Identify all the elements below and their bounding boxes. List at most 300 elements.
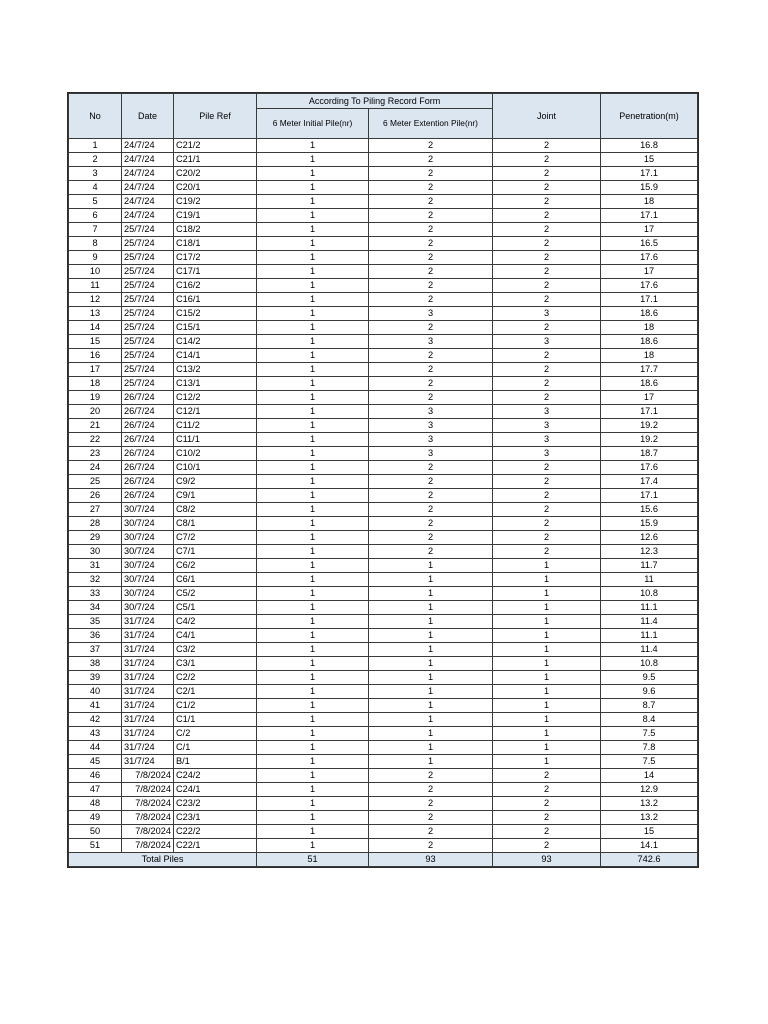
cell-initial-pile: 1	[257, 685, 369, 699]
cell-no: 23	[69, 447, 122, 461]
cell-joint: 2	[493, 475, 601, 489]
cell-pile-ref: C9/1	[174, 489, 257, 503]
cell-joint: 1	[493, 727, 601, 741]
cell-date: 31/7/24	[122, 685, 174, 699]
cell-no: 17	[69, 363, 122, 377]
cell-initial-pile: 1	[257, 447, 369, 461]
cell-joint: 1	[493, 643, 601, 657]
cell-joint: 2	[493, 531, 601, 545]
cell-joint: 2	[493, 139, 601, 153]
cell-no: 15	[69, 335, 122, 349]
cell-pile-ref: C11/2	[174, 419, 257, 433]
cell-pile-ref: C19/1	[174, 209, 257, 223]
cell-pile-ref: C23/2	[174, 797, 257, 811]
cell-joint: 2	[493, 517, 601, 531]
cell-extension-pile: 3	[369, 405, 493, 419]
cell-pile-ref: B/1	[174, 755, 257, 769]
header-pile-ref: Pile Ref	[174, 94, 257, 139]
cell-extension-pile: 2	[369, 489, 493, 503]
cell-extension-pile: 2	[369, 223, 493, 237]
header-penetration: Penetration(m)	[601, 94, 698, 139]
cell-date: 26/7/24	[122, 461, 174, 475]
cell-pile-ref: C21/2	[174, 139, 257, 153]
cell-initial-pile: 1	[257, 377, 369, 391]
table-row	[69, 237, 698, 251]
table-row	[69, 489, 698, 503]
header-initial-pile: 6 Meter Initial Pile(nr)	[257, 109, 369, 139]
cell-pile-ref: C17/1	[174, 265, 257, 279]
cell-penetration: 7.5	[601, 755, 698, 769]
cell-pile-ref: C20/1	[174, 181, 257, 195]
cell-pile-ref: C8/2	[174, 503, 257, 517]
table-footer	[69, 853, 698, 867]
cell-penetration: 12.9	[601, 783, 698, 797]
cell-date: 31/7/24	[122, 741, 174, 755]
cell-pile-ref: C12/1	[174, 405, 257, 419]
cell-pile-ref: C16/2	[174, 279, 257, 293]
cell-joint: 3	[493, 405, 601, 419]
cell-joint: 2	[493, 461, 601, 475]
cell-date: 7/8/2024	[122, 839, 174, 853]
cell-extension-pile: 1	[369, 615, 493, 629]
cell-initial-pile: 1	[257, 699, 369, 713]
cell-pile-ref: C6/1	[174, 573, 257, 587]
table-row	[69, 223, 698, 237]
cell-no: 6	[69, 209, 122, 223]
cell-joint: 2	[493, 265, 601, 279]
cell-initial-pile: 1	[257, 223, 369, 237]
cell-no: 51	[69, 839, 122, 853]
cell-penetration: 15.6	[601, 503, 698, 517]
cell-no: 24	[69, 461, 122, 475]
cell-penetration: 9.5	[601, 671, 698, 685]
cell-initial-pile: 1	[257, 475, 369, 489]
cell-extension-pile: 2	[369, 517, 493, 531]
cell-pile-ref: C7/2	[174, 531, 257, 545]
cell-penetration: 15.9	[601, 181, 698, 195]
cell-extension-pile: 2	[369, 237, 493, 251]
cell-date: 25/7/24	[122, 223, 174, 237]
cell-date: 7/8/2024	[122, 797, 174, 811]
cell-no: 20	[69, 405, 122, 419]
cell-penetration: 17.1	[601, 293, 698, 307]
cell-joint: 2	[493, 783, 601, 797]
cell-no: 11	[69, 279, 122, 293]
cell-initial-pile: 1	[257, 811, 369, 825]
cell-initial-pile: 1	[257, 545, 369, 559]
cell-joint: 2	[493, 181, 601, 195]
table-row	[69, 657, 698, 671]
cell-extension-pile: 2	[369, 293, 493, 307]
cell-joint: 3	[493, 433, 601, 447]
cell-no: 1	[69, 139, 122, 153]
cell-penetration: 18.7	[601, 447, 698, 461]
cell-penetration: 17	[601, 223, 698, 237]
cell-no: 29	[69, 531, 122, 545]
table-body	[69, 139, 698, 853]
cell-initial-pile: 1	[257, 741, 369, 755]
cell-penetration: 15	[601, 153, 698, 167]
table-row	[69, 181, 698, 195]
cell-initial-pile: 1	[257, 237, 369, 251]
cell-penetration: 13.2	[601, 811, 698, 825]
cell-joint: 2	[493, 251, 601, 265]
cell-no: 8	[69, 237, 122, 251]
cell-penetration: 19.2	[601, 419, 698, 433]
cell-initial-pile: 1	[257, 713, 369, 727]
cell-date: 7/8/2024	[122, 825, 174, 839]
cell-date: 24/7/24	[122, 195, 174, 209]
cell-date: 30/7/24	[122, 545, 174, 559]
table-row	[69, 447, 698, 461]
cell-joint: 2	[493, 825, 601, 839]
cell-joint: 2	[493, 545, 601, 559]
table-row	[69, 209, 698, 223]
cell-extension-pile: 2	[369, 475, 493, 489]
cell-joint: 1	[493, 573, 601, 587]
cell-extension-pile: 1	[369, 685, 493, 699]
cell-extension-pile: 1	[369, 643, 493, 657]
cell-extension-pile: 2	[369, 321, 493, 335]
cell-penetration: 14	[601, 769, 698, 783]
cell-no: 18	[69, 377, 122, 391]
cell-date: 25/7/24	[122, 349, 174, 363]
table-row	[69, 475, 698, 489]
table-row	[69, 545, 698, 559]
cell-no: 22	[69, 433, 122, 447]
cell-joint: 2	[493, 363, 601, 377]
cell-no: 47	[69, 783, 122, 797]
cell-pile-ref: C14/1	[174, 349, 257, 363]
cell-pile-ref: C4/2	[174, 615, 257, 629]
cell-pile-ref: C24/2	[174, 769, 257, 783]
cell-initial-pile: 1	[257, 209, 369, 223]
cell-initial-pile: 1	[257, 279, 369, 293]
cell-date: 7/8/2024	[122, 783, 174, 797]
table-row	[69, 559, 698, 573]
cell-no: 10	[69, 265, 122, 279]
cell-penetration: 11.1	[601, 629, 698, 643]
cell-penetration: 17.1	[601, 209, 698, 223]
table-row	[69, 769, 698, 783]
cell-initial-pile: 1	[257, 587, 369, 601]
cell-initial-pile: 1	[257, 517, 369, 531]
cell-date: 26/7/24	[122, 489, 174, 503]
cell-extension-pile: 2	[369, 461, 493, 475]
table-row	[69, 419, 698, 433]
cell-joint: 2	[493, 167, 601, 181]
cell-penetration: 15.9	[601, 517, 698, 531]
cell-date: 25/7/24	[122, 335, 174, 349]
cell-date: 24/7/24	[122, 181, 174, 195]
cell-initial-pile: 1	[257, 153, 369, 167]
piling-record-table	[68, 93, 698, 867]
cell-date: 25/7/24	[122, 251, 174, 265]
table-row	[69, 643, 698, 657]
cell-no: 5	[69, 195, 122, 209]
cell-penetration: 16.8	[601, 139, 698, 153]
table-row	[69, 433, 698, 447]
cell-initial-pile: 1	[257, 503, 369, 517]
cell-joint: 1	[493, 741, 601, 755]
cell-initial-pile: 1	[257, 181, 369, 195]
table-row	[69, 685, 698, 699]
cell-initial-pile: 1	[257, 825, 369, 839]
cell-date: 24/7/24	[122, 209, 174, 223]
table-header	[69, 94, 698, 139]
header-group-piling-record-form: According To Piling Record Form	[257, 94, 493, 109]
cell-extension-pile: 1	[369, 629, 493, 643]
cell-date: 25/7/24	[122, 293, 174, 307]
cell-initial-pile: 1	[257, 727, 369, 741]
cell-penetration: 13.2	[601, 797, 698, 811]
cell-extension-pile: 2	[369, 363, 493, 377]
table-row	[69, 797, 698, 811]
table-row	[69, 391, 698, 405]
cell-joint: 2	[493, 811, 601, 825]
cell-initial-pile: 1	[257, 461, 369, 475]
cell-extension-pile: 1	[369, 671, 493, 685]
cell-pile-ref: C2/1	[174, 685, 257, 699]
cell-extension-pile: 2	[369, 391, 493, 405]
cell-date: 26/7/24	[122, 405, 174, 419]
table-row	[69, 321, 698, 335]
table-row	[69, 461, 698, 475]
cell-no: 13	[69, 307, 122, 321]
cell-penetration: 18	[601, 195, 698, 209]
cell-pile-ref: C13/2	[174, 363, 257, 377]
cell-joint: 1	[493, 587, 601, 601]
cell-no: 2	[69, 153, 122, 167]
cell-date: 26/7/24	[122, 447, 174, 461]
cell-joint: 1	[493, 657, 601, 671]
cell-no: 33	[69, 587, 122, 601]
cell-pile-ref: C/1	[174, 741, 257, 755]
table-row	[69, 167, 698, 181]
cell-pile-ref: C18/2	[174, 223, 257, 237]
cell-extension-pile: 2	[369, 839, 493, 853]
cell-pile-ref: C22/1	[174, 839, 257, 853]
cell-joint: 3	[493, 447, 601, 461]
cell-extension-pile: 1	[369, 727, 493, 741]
cell-joint: 2	[493, 489, 601, 503]
cell-penetration: 7.8	[601, 741, 698, 755]
cell-initial-pile: 1	[257, 335, 369, 349]
cell-penetration: 17.1	[601, 167, 698, 181]
cell-extension-pile: 2	[369, 349, 493, 363]
cell-extension-pile: 2	[369, 531, 493, 545]
cell-initial-pile: 1	[257, 293, 369, 307]
table-row	[69, 727, 698, 741]
cell-initial-pile: 1	[257, 839, 369, 853]
cell-date: 31/7/24	[122, 643, 174, 657]
cell-date: 30/7/24	[122, 559, 174, 573]
cell-pile-ref: C17/2	[174, 251, 257, 265]
cell-joint: 2	[493, 223, 601, 237]
cell-initial-pile: 1	[257, 615, 369, 629]
cell-no: 44	[69, 741, 122, 755]
cell-no: 50	[69, 825, 122, 839]
cell-no: 19	[69, 391, 122, 405]
cell-penetration: 14.1	[601, 839, 698, 853]
table-row	[69, 265, 698, 279]
cell-date: 30/7/24	[122, 587, 174, 601]
cell-pile-ref: C10/1	[174, 461, 257, 475]
cell-pile-ref: C2/2	[174, 671, 257, 685]
cell-initial-pile: 1	[257, 559, 369, 573]
cell-no: 4	[69, 181, 122, 195]
cell-date: 24/7/24	[122, 167, 174, 181]
cell-no: 35	[69, 615, 122, 629]
cell-joint: 1	[493, 699, 601, 713]
cell-penetration: 12.3	[601, 545, 698, 559]
cell-extension-pile: 2	[369, 265, 493, 279]
table-row	[69, 293, 698, 307]
cell-initial-pile: 1	[257, 405, 369, 419]
table-row	[69, 825, 698, 839]
cell-joint: 3	[493, 419, 601, 433]
cell-extension-pile: 3	[369, 335, 493, 349]
cell-initial-pile: 1	[257, 251, 369, 265]
cell-date: 30/7/24	[122, 601, 174, 615]
cell-extension-pile: 1	[369, 755, 493, 769]
cell-joint: 2	[493, 321, 601, 335]
cell-penetration: 7.5	[601, 727, 698, 741]
cell-no: 9	[69, 251, 122, 265]
cell-initial-pile: 1	[257, 363, 369, 377]
cell-initial-pile: 1	[257, 643, 369, 657]
cell-penetration: 10.8	[601, 587, 698, 601]
cell-joint: 3	[493, 307, 601, 321]
cell-joint: 1	[493, 755, 601, 769]
cell-joint: 1	[493, 615, 601, 629]
cell-joint: 2	[493, 839, 601, 853]
cell-extension-pile: 2	[369, 783, 493, 797]
cell-joint: 2	[493, 769, 601, 783]
cell-date: 30/7/24	[122, 531, 174, 545]
cell-pile-ref: C24/1	[174, 783, 257, 797]
cell-pile-ref: C5/1	[174, 601, 257, 615]
cell-joint: 1	[493, 559, 601, 573]
table-row	[69, 629, 698, 643]
cell-no: 31	[69, 559, 122, 573]
cell-extension-pile: 2	[369, 797, 493, 811]
cell-date: 26/7/24	[122, 419, 174, 433]
totals-initial: 51	[257, 853, 369, 867]
cell-pile-ref: C4/1	[174, 629, 257, 643]
cell-extension-pile: 2	[369, 181, 493, 195]
table-row	[69, 349, 698, 363]
cell-date: 31/7/24	[122, 629, 174, 643]
cell-extension-pile: 3	[369, 447, 493, 461]
cell-penetration: 9.6	[601, 685, 698, 699]
table-row	[69, 153, 698, 167]
table-row	[69, 713, 698, 727]
cell-penetration: 18	[601, 321, 698, 335]
header-no: No	[69, 94, 122, 139]
cell-pile-ref: C13/1	[174, 377, 257, 391]
cell-joint: 2	[493, 797, 601, 811]
cell-no: 30	[69, 545, 122, 559]
cell-date: 25/7/24	[122, 279, 174, 293]
cell-extension-pile: 2	[369, 545, 493, 559]
cell-initial-pile: 1	[257, 349, 369, 363]
cell-extension-pile: 2	[369, 251, 493, 265]
cell-pile-ref: C3/1	[174, 657, 257, 671]
cell-penetration: 11.7	[601, 559, 698, 573]
cell-extension-pile: 2	[369, 279, 493, 293]
cell-no: 3	[69, 167, 122, 181]
cell-no: 43	[69, 727, 122, 741]
cell-initial-pile: 1	[257, 769, 369, 783]
cell-penetration: 10.8	[601, 657, 698, 671]
cell-extension-pile: 1	[369, 601, 493, 615]
cell-penetration: 17	[601, 265, 698, 279]
cell-penetration: 18	[601, 349, 698, 363]
cell-extension-pile: 2	[369, 503, 493, 517]
cell-no: 48	[69, 797, 122, 811]
header-date: Date	[122, 94, 174, 139]
cell-extension-pile: 2	[369, 825, 493, 839]
cell-pile-ref: C21/1	[174, 153, 257, 167]
table-row	[69, 251, 698, 265]
table-row	[69, 279, 698, 293]
cell-date: 7/8/2024	[122, 811, 174, 825]
cell-no: 14	[69, 321, 122, 335]
cell-pile-ref: C9/2	[174, 475, 257, 489]
cell-initial-pile: 1	[257, 391, 369, 405]
table-row	[69, 503, 698, 517]
cell-no: 12	[69, 293, 122, 307]
cell-initial-pile: 1	[257, 489, 369, 503]
cell-penetration: 8.4	[601, 713, 698, 727]
cell-pile-ref: C1/1	[174, 713, 257, 727]
cell-initial-pile: 1	[257, 307, 369, 321]
cell-date: 24/7/24	[122, 153, 174, 167]
table-row	[69, 363, 698, 377]
cell-penetration: 17.7	[601, 363, 698, 377]
cell-no: 16	[69, 349, 122, 363]
cell-extension-pile: 2	[369, 769, 493, 783]
cell-penetration: 17.1	[601, 489, 698, 503]
cell-no: 45	[69, 755, 122, 769]
cell-penetration: 18.6	[601, 377, 698, 391]
table-row	[69, 783, 698, 797]
cell-pile-ref: C22/2	[174, 825, 257, 839]
cell-no: 36	[69, 629, 122, 643]
cell-penetration: 18.6	[601, 307, 698, 321]
cell-pile-ref: C23/1	[174, 811, 257, 825]
cell-date: 31/7/24	[122, 657, 174, 671]
cell-extension-pile: 3	[369, 419, 493, 433]
cell-pile-ref: C14/2	[174, 335, 257, 349]
cell-date: 25/7/24	[122, 377, 174, 391]
cell-no: 32	[69, 573, 122, 587]
cell-pile-ref: C16/1	[174, 293, 257, 307]
cell-joint: 1	[493, 713, 601, 727]
cell-penetration: 11.1	[601, 601, 698, 615]
cell-pile-ref: C5/2	[174, 587, 257, 601]
cell-date: 30/7/24	[122, 517, 174, 531]
cell-penetration: 17.1	[601, 405, 698, 419]
cell-joint: 2	[493, 391, 601, 405]
cell-date: 30/7/24	[122, 573, 174, 587]
cell-pile-ref: C10/2	[174, 447, 257, 461]
cell-extension-pile: 3	[369, 433, 493, 447]
cell-penetration: 16.5	[601, 237, 698, 251]
cell-initial-pile: 1	[257, 797, 369, 811]
cell-penetration: 17.6	[601, 461, 698, 475]
